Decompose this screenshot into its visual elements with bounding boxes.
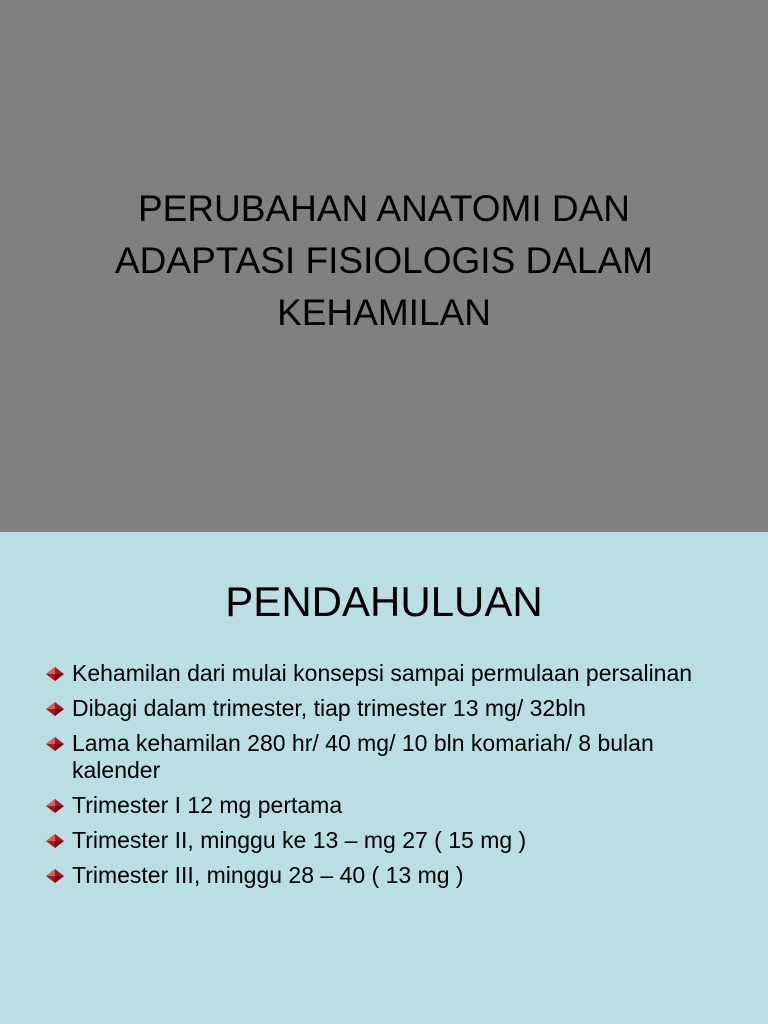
red-diamond-arrow-icon [46, 702, 64, 716]
red-diamond-arrow-icon [46, 799, 64, 813]
bullet-item [44, 660, 724, 687]
bullet-item [44, 827, 724, 854]
bullet-text: Kehamilan dari mulai konsepsi sampai permulaan persalinan [72, 660, 693, 686]
bullet-text: Trimester I 12 mg pertama [72, 792, 343, 818]
red-diamond-arrow-icon [46, 667, 64, 681]
bullet-text: Dibagi dalam trimester, tiap trimester 13 mg/ 32bln [72, 695, 586, 721]
bullet-item [44, 792, 724, 819]
red-diamond-arrow-icon [46, 737, 64, 751]
bullet-item [44, 862, 724, 889]
red-diamond-arrow-icon [46, 869, 64, 883]
title-line: ADAPTASI FISIOLOGIS DALAM [115, 240, 653, 281]
bullet-text: Trimester III, minggu 28 – 40 ( 13 mg ) [72, 862, 464, 888]
title-slide-heading [40, 183, 728, 339]
bullet-item [44, 695, 724, 722]
bullet-text: Lama kehamilan 280 hr/ 40 mg/ 10 bln komariah/ 8 bulan kalender [72, 730, 654, 783]
bullet-list [44, 660, 724, 897]
title-line: KEHAMILAN [277, 292, 491, 333]
title-line: PERUBAHAN ANATOMI DAN [137, 188, 631, 229]
bullet-text: Trimester II, minggu ke 13 – mg 27 ( 15 mg ) [72, 827, 527, 853]
red-diamond-arrow-icon [46, 834, 64, 848]
bullet-item [44, 730, 724, 784]
intro-slide [0, 532, 768, 1024]
intro-slide-heading: PENDAHULUAN [225, 578, 543, 625]
